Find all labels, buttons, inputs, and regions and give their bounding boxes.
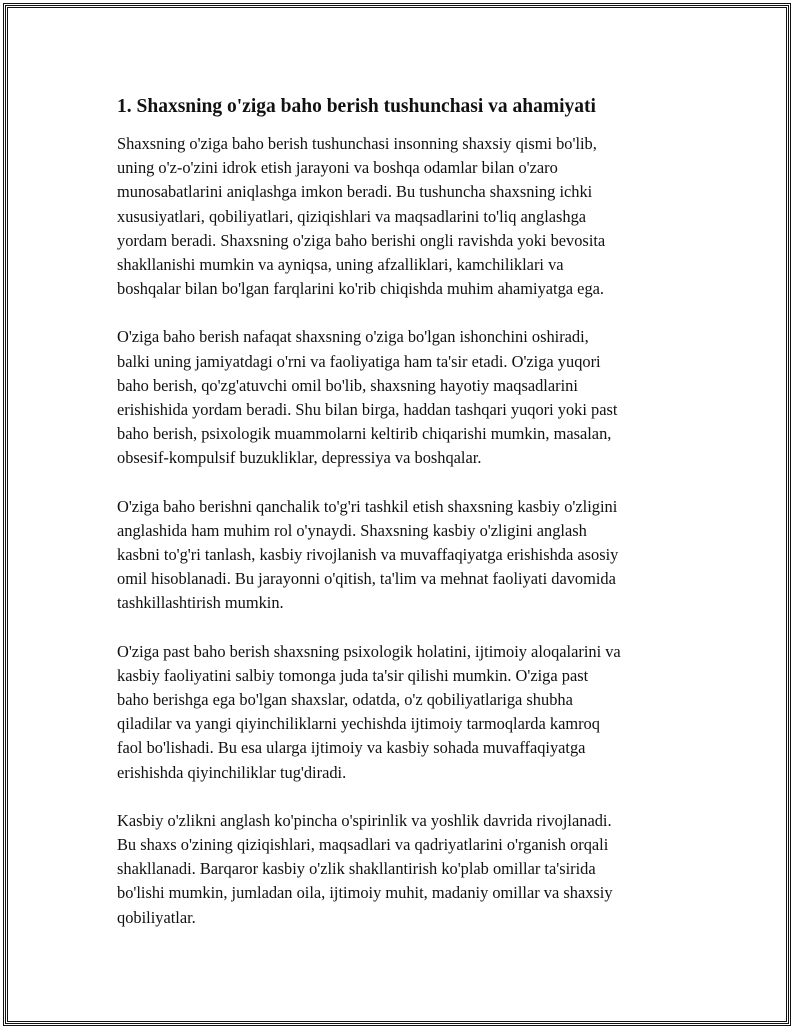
text-line: baho berishga ega bo'lgan shaxslar, odatda, o'z qobiliyatlariga shubha (117, 690, 573, 710)
text-line: qobiliyatlar. (117, 907, 196, 927)
text-line: obsesif-kompulsif buzukliklar, depressiya va boshqalar. (117, 448, 482, 468)
text-line: shakllanadi. Barqaror kasbiy o'zlik shakllantirish ko'plab omillar ta'sirida (117, 859, 596, 879)
document-body (117, 94, 687, 954)
text-line: Shaxsning o'ziga baho berish tushunchasi insonning shaxsiy qismi bo'lib, (117, 134, 597, 153)
text-line: erishishida yordam beradi. Shu bilan birga, haddan tashqari yuqori yoki past (117, 400, 618, 420)
text-line: bo'lishi mumkin, jumladan oila, ijtimoiy muhit, madaniy omillar va shaxsiy (117, 883, 613, 903)
text-line: Bu shaxs o'zining qiziqishlari, maqsadlari va qadriyatlarini o'rganish orqali (117, 835, 609, 855)
text-line: faol bo'lishadi. Bu esa ularga ijtimoiy va kasbiy sohada muvaffaqiyatga (117, 738, 586, 758)
text-line: anglashida ham muhim rol o'ynaydi. Shaxsning kasbiy o'zligini anglash (117, 520, 587, 540)
text-line: xususiyatlari, qobiliyatlari, qiziqishlari va maqsadlarini to'liq anglashga (117, 206, 587, 226)
text-line: O'ziga baho berishni qanchalik to'g'ri tashkil etish shaxsning kasbiy o'zligini (117, 496, 618, 516)
text-line: balki uning jamiyatdagi o'rni va faoliyatiga ham ta'sir etadi. O'ziga yuqori (117, 351, 601, 371)
text-line: O'ziga baho berish nafaqat shaxsning o'ziga bo'lgan ishonchini oshiradi, (117, 327, 589, 347)
text-line: Kasbiy o'zlikni anglash ko'pincha o'spirinlik va yoshlik davrida rivojlanadi. (117, 810, 612, 830)
paragraph-3 (117, 495, 687, 616)
paragraph-4 (117, 640, 687, 785)
text-line: munosabatlarini aniqlashga imkon beradi. Bu tushuncha shaxsning ichki (117, 182, 593, 202)
text-line: shakllanishi mumkin va ayniqsa, uning afzalliklari, kamchiliklari va (117, 255, 564, 275)
text-line: qiladilar va yangi qiyinchiliklarni yechishda ijtimoiy tarmoqlarda kamroq (117, 714, 600, 734)
text-line: baho berish, psixologik muammolarni keltirib chiqarishi mumkin, masalan, (117, 424, 612, 444)
text-line: erishishda qiyinchiliklar tug'diradi. (117, 762, 347, 782)
section-title: 1. Shaxsning o'ziga baho berish tushunchasi va ahamiyati (117, 96, 596, 117)
text-line: kasbiy faoliyatini salbiy tomonga juda ta'sir qilishi mumkin. O'ziga past (117, 665, 589, 685)
text-line: kasbni to'g'ri tanlash, kasbiy rivojlanish va muvaffaqiyatga erishishda asosiy (117, 545, 619, 565)
text-line: yordam beradi. Shaxsning o'ziga baho berishi ongli ravishda yoki bevosita (117, 230, 606, 250)
text-line: uning o'z-o'zini idrok etish jarayoni va boshqa odamlar bilan o'zaro (117, 158, 558, 178)
text-line: omil hisoblanadi. Bu jarayonni o'qitish, ta'lim va mehnat faoliyati davomida (117, 569, 616, 589)
paragraph-5 (117, 809, 687, 930)
text-line: boshqalar bilan bo'lgan farqlarini ko'rib chiqishda muhim ahamiyatga ega. (117, 279, 605, 299)
paragraph-1 (117, 132, 687, 301)
text-line: baho berish, qo'zg'atuvchi omil bo'lib, shaxsning hayotiy maqsadlarini (117, 375, 578, 395)
text-line: tashkillashtirish mumkin. (117, 593, 284, 613)
paragraph-2 (117, 325, 687, 470)
text-line: O'ziga past baho berish shaxsning psixologik holatini, ijtimoiy aloqalarini va (117, 641, 621, 661)
